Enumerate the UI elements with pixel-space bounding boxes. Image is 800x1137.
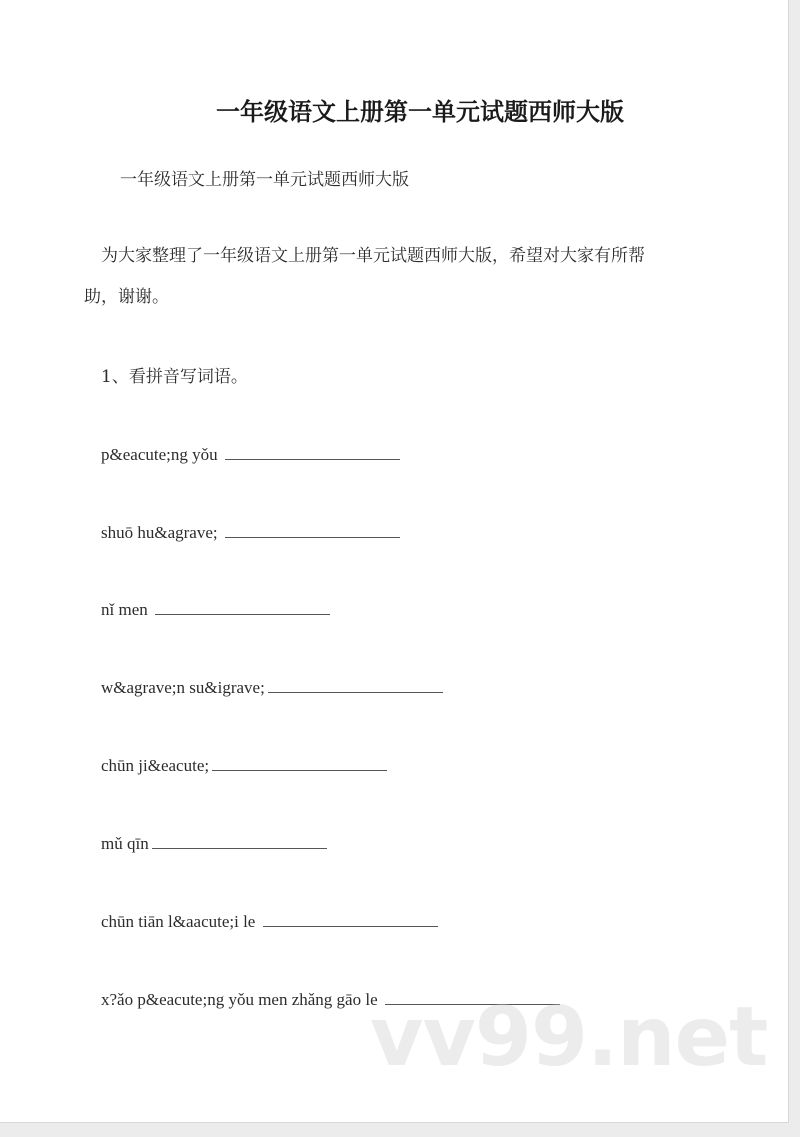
intro-paragraph-line-1: 为大家整理了一年级语文上册第一单元试题西师大版，希望对大家有所帮: [101, 246, 645, 266]
pinyin-text: mǔ qīn: [101, 834, 149, 853]
answer-blank: [225, 523, 400, 538]
pinyin-text: nǐ men: [101, 600, 152, 619]
answer-blank: [385, 990, 560, 1005]
answer-blank: [225, 445, 400, 460]
answer-blank: [212, 756, 387, 771]
intro-paragraph-line-2: 助，谢谢。: [84, 287, 169, 307]
question-heading: 1、看拼音写词语。: [101, 367, 248, 387]
pinyin-text: x?ǎo p&eacute;ng yǒu men zhǎng gāo le: [101, 990, 382, 1009]
pinyin-item: [101, 443, 400, 467]
pinyin-text: chūn ji&eacute;: [101, 756, 210, 775]
pinyin-item: [101, 988, 560, 1012]
document-subtitle: 一年级语文上册第一单元试题西师大版: [120, 170, 409, 190]
pinyin-text: chūn tiān l&aacute;i le: [101, 912, 260, 931]
answer-blank: [268, 678, 443, 693]
pinyin-item: [101, 910, 438, 934]
pinyin-text: w&agrave;n su&igrave;: [101, 678, 265, 697]
watermark: vv99.net: [370, 990, 768, 1085]
pinyin-item: [101, 598, 330, 622]
pinyin-item: [101, 754, 387, 778]
pinyin-text: p&eacute;ng yǒu: [101, 445, 222, 464]
answer-blank: [152, 834, 327, 849]
answer-blank: [155, 600, 330, 615]
document-title: 一年级语文上册第一单元试题西师大版: [216, 98, 624, 126]
pinyin-item: [101, 676, 443, 700]
answer-blank: [263, 912, 438, 927]
pinyin-text: shuō hu&agrave;: [101, 523, 222, 542]
pinyin-item: [101, 832, 327, 856]
pinyin-item: [101, 521, 400, 545]
